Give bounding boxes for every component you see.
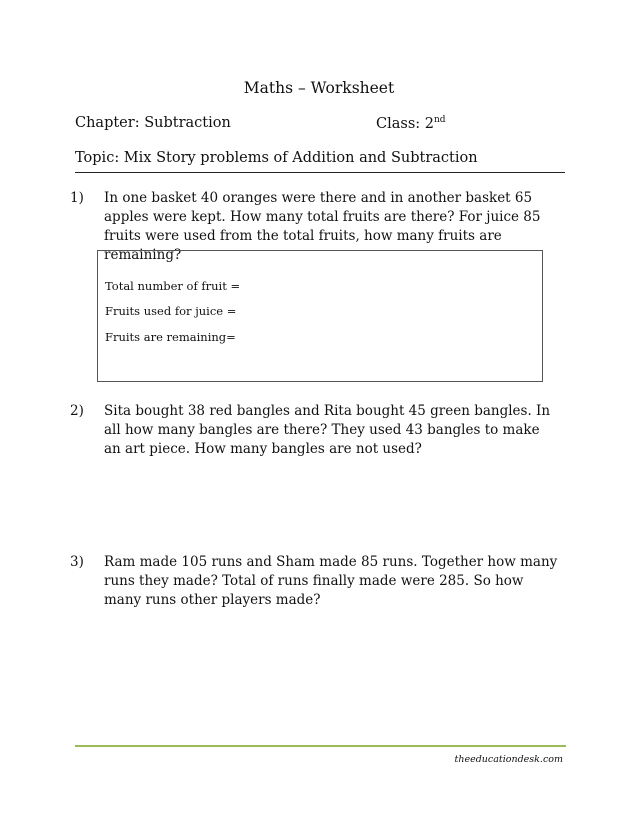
question-text: Ram made 105 runs and Sham made 85 runs. Together how many runs they made? Total of runs finally made were 285. So how many runs other players made? [104,554,558,608]
chapter-label: Chapter: Subtraction [75,115,231,131]
question-number: 3) [70,554,84,570]
question-number: 2) [70,403,84,419]
question-3 [70,553,560,610]
question-number: 1) [70,190,84,206]
answer-box [97,250,543,382]
footer-divider [75,745,566,747]
class-suffix: nd [433,115,446,125]
answer-line-fruits-remaining: Fruits are remaining= [105,330,236,344]
class-label: Class: 2 [376,115,434,132]
class-label-group [376,115,446,132]
question-2 [70,402,560,459]
question-text: In one basket 40 oranges were there and in another basket 65 apples were kept. How many total fruits are there? For juice 85 fruits were used from the total fruits, how many fruits are remaining? [104,190,541,263]
footer-site-link[interactable]: theeducationdesk.com [454,754,563,765]
answer-line-fruits-used: Fruits used for juice = [105,304,237,318]
answer-line-total-fruit: Total number of fruit = [105,279,241,293]
question-text: Sita bought 38 red bangles and Rita bought 45 green bangles. In all how many bangles are there? They used 43 bangles to make an art piece. How many bangles are not used? [104,403,551,457]
worksheet-meta [75,115,565,135]
topic-divider [75,172,565,173]
page-title: Maths – Worksheet [243,79,395,97]
topic-label: Topic: Mix Story problems of Addition and Subtraction [75,150,478,166]
